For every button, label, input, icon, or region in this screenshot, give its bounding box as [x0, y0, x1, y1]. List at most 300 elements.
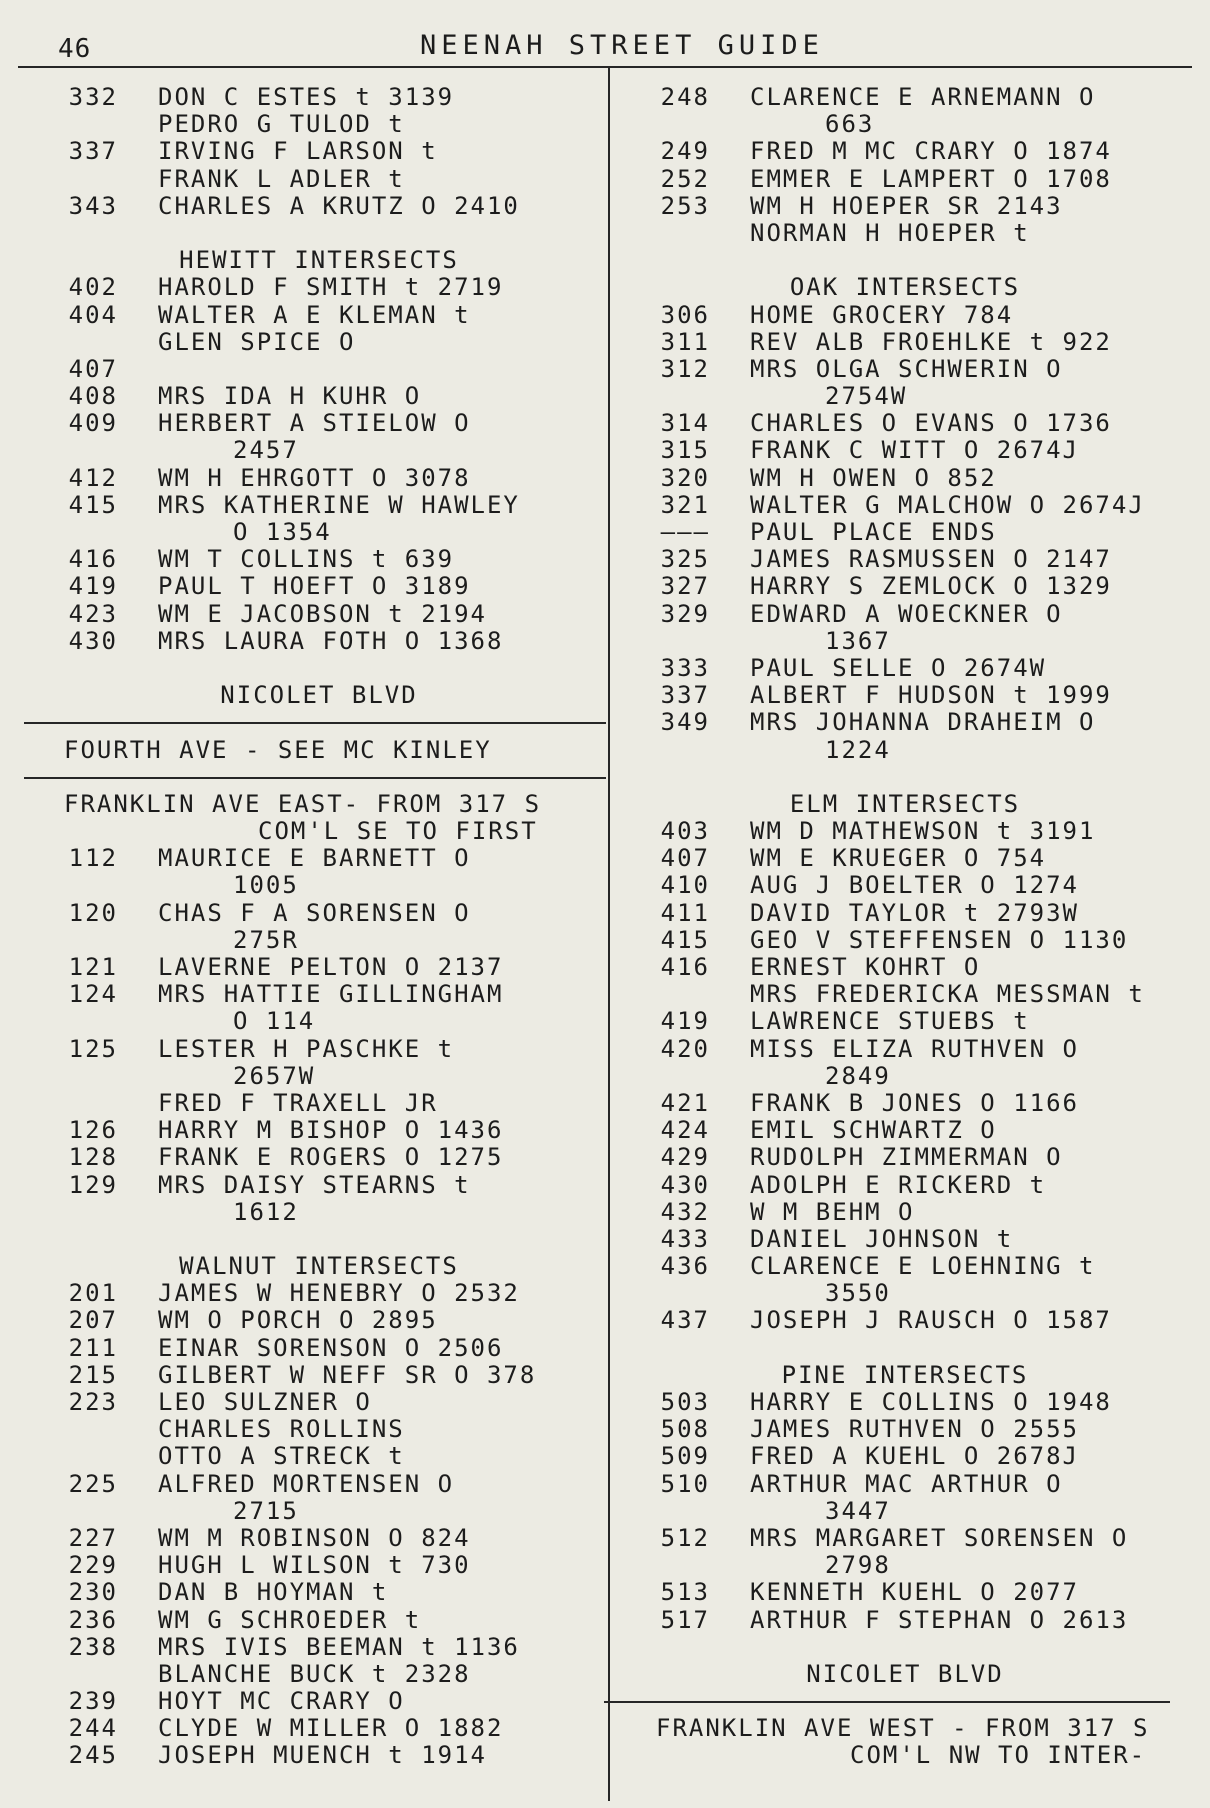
- house-number: 415: [660, 925, 710, 954]
- directory-entry: [28, 1552, 610, 1579]
- resident-name: EMIL SCHWARTZ O: [750, 1116, 997, 1145]
- house-number: 432: [660, 1197, 710, 1226]
- directory-entry: [28, 274, 610, 301]
- house-number: 223: [68, 1388, 118, 1416]
- directory-entry: [28, 1280, 610, 1307]
- directory-entry: [620, 1416, 1190, 1443]
- blank-line: [620, 1335, 1190, 1362]
- resident-name: DANIEL JOHNSON t: [750, 1224, 1014, 1253]
- directory-entry: [620, 981, 1190, 1008]
- house-number: 404: [68, 300, 118, 329]
- directory-entry: [620, 1117, 1190, 1144]
- section-rule: [24, 722, 606, 724]
- house-number: 227: [68, 1523, 118, 1552]
- house-number: 337: [660, 681, 710, 710]
- left-column: [28, 84, 610, 1770]
- resident-name: JAMES RUTHVEN O 2555: [750, 1415, 1079, 1444]
- page-title: NEENAH STREET GUIDE: [420, 30, 824, 61]
- house-number: 419: [68, 572, 118, 601]
- directory-entry: [620, 655, 1190, 682]
- house-number: 407: [68, 354, 118, 383]
- directory-entry: [28, 1389, 610, 1416]
- blank-line: [28, 220, 610, 247]
- house-number: 112: [68, 844, 118, 873]
- intersection-heading: WALNUT INTERSECTS: [179, 1252, 459, 1281]
- house-number: 415: [68, 490, 118, 519]
- directory-entry: [620, 1579, 1190, 1606]
- section-rule-row: [28, 764, 610, 791]
- resident-name: MISS ELIZA RUTHVEN O: [750, 1034, 1079, 1063]
- house-number: 329: [660, 599, 710, 628]
- house-number: 230: [68, 1578, 118, 1607]
- directory-entry: [28, 329, 610, 356]
- street-heading: FRANKLIN AVE WEST - FROM 317 S: [656, 1714, 1150, 1743]
- street-heading: COM'L SE TO FIRST: [258, 817, 538, 846]
- resident-name: FRANK E ROGERS O 1275: [158, 1143, 504, 1172]
- house-number: 306: [660, 300, 710, 329]
- street-heading: FOURTH AVE - SEE MC KINLEY: [64, 735, 492, 764]
- entry-continuation: 663: [825, 110, 875, 139]
- blank-line: [620, 1634, 1190, 1661]
- house-number: 120: [68, 898, 118, 927]
- resident-name: HARRY M BISHOP O 1436: [158, 1116, 504, 1145]
- section-rule-row: [28, 709, 610, 736]
- entry-continuation: 2849: [825, 1061, 891, 1090]
- house-number: [28, 166, 118, 193]
- resident-name: CHARLES O EVANS O 1736: [750, 409, 1112, 438]
- resident-name: FRANK C WITT O 2674J: [750, 436, 1079, 465]
- directory-entry: [620, 927, 1190, 954]
- street-heading: FRANKLIN AVE EAST- FROM 317 S: [64, 789, 542, 818]
- directory-entry: [620, 682, 1190, 709]
- directory-entry: [620, 166, 1190, 193]
- house-number: 207: [68, 1306, 118, 1335]
- directory-entry: [28, 302, 610, 329]
- resident-name: FRANK L ADLER t: [158, 164, 405, 193]
- directory-entry: [620, 1036, 1190, 1063]
- house-number: [620, 981, 710, 1008]
- house-number: 229: [68, 1551, 118, 1580]
- resident-name: ARTHUR F STEPHAN O 2613: [750, 1605, 1129, 1634]
- directory-entry: [28, 981, 610, 1008]
- house-number: 253: [660, 191, 710, 220]
- directory-entry: [620, 1307, 1190, 1334]
- directory-entry: [28, 1036, 610, 1063]
- directory-entry: [620, 872, 1190, 899]
- house-number: 421: [660, 1088, 710, 1117]
- house-number: 419: [660, 1007, 710, 1036]
- house-number: 245: [68, 1741, 118, 1770]
- resident-name: ALFRED MORTENSEN O: [158, 1469, 455, 1498]
- entry-continuation: 1005: [233, 871, 299, 900]
- house-number: [620, 220, 710, 247]
- resident-name: HARRY E COLLINS O 1948: [750, 1388, 1112, 1416]
- house-number: 512: [660, 1523, 710, 1552]
- directory-entry: [620, 1471, 1190, 1498]
- house-number: 321: [660, 490, 710, 519]
- directory-entry: [620, 193, 1190, 220]
- intersection-heading: ELM INTERSECTS: [789, 789, 1021, 818]
- directory-entry: [620, 818, 1190, 845]
- house-number: 124: [68, 980, 118, 1009]
- directory-entry: [620, 845, 1190, 872]
- resident-name: MRS KATHERINE W HAWLEY: [158, 490, 520, 519]
- directory-entry: [28, 1172, 610, 1199]
- house-number: 252: [660, 164, 710, 193]
- directory-entry: [620, 1443, 1190, 1470]
- directory-entry: [620, 492, 1190, 519]
- directory-entry: [28, 111, 610, 138]
- house-number: 510: [660, 1469, 710, 1498]
- house-number: 416: [660, 953, 710, 981]
- house-number: 430: [660, 1170, 710, 1199]
- resident-name: CLYDE W MILLER O 1882: [158, 1714, 504, 1743]
- directory-entry: [28, 410, 610, 437]
- house-number: 508: [660, 1415, 710, 1444]
- resident-name: IRVING F LARSON t: [158, 137, 438, 166]
- resident-name: JOSEPH MUENCH t 1914: [158, 1741, 487, 1770]
- resident-name: HAROLD F SMITH t 2719: [158, 273, 504, 302]
- house-number: 126: [68, 1116, 118, 1145]
- resident-name: LEO SULZNER O: [158, 1388, 372, 1416]
- house-number: 349: [660, 708, 710, 737]
- directory-entry: [28, 601, 610, 628]
- intersection-heading: NICOLET BLVD: [220, 681, 418, 710]
- resident-name: WM E JACOBSON t 2194: [158, 599, 487, 628]
- section-rule: [24, 777, 606, 779]
- resident-name: DON C ESTES t 3139: [158, 83, 455, 111]
- directory-entry: [28, 1090, 610, 1117]
- entry-continuation: 2798: [825, 1551, 891, 1580]
- directory-entry: [620, 1607, 1190, 1634]
- directory-entry: [620, 709, 1190, 736]
- directory-entry: [28, 1443, 610, 1470]
- directory-entry: [28, 1688, 610, 1715]
- resident-name: BLANCHE BUCK t 2328: [158, 1659, 471, 1688]
- house-number: 332: [68, 83, 118, 111]
- blank-line: [28, 655, 610, 682]
- house-number: 517: [660, 1605, 710, 1634]
- directory-entry: [28, 1634, 610, 1661]
- house-number: 327: [660, 572, 710, 601]
- house-number: 424: [660, 1116, 710, 1145]
- house-number: 437: [660, 1306, 710, 1335]
- resident-name: GEO V STEFFENSEN O 1130: [750, 925, 1129, 954]
- directory-entry: [28, 1742, 610, 1769]
- house-number: 333: [660, 653, 710, 682]
- resident-name: LESTER H PASCHKE t: [158, 1034, 455, 1063]
- house-number: 411: [660, 898, 710, 927]
- directory-entry: [620, 138, 1190, 165]
- directory-entry: [620, 84, 1190, 111]
- house-number: 129: [68, 1170, 118, 1199]
- resident-name: FRED F TRAXELL JR: [158, 1088, 438, 1117]
- directory-entry: [620, 1199, 1190, 1226]
- resident-name: JAMES RASMUSSEN O 2147: [750, 545, 1112, 574]
- resident-name: MRS OLGA SCHWERIN O: [750, 354, 1063, 383]
- resident-name: MRS JOHANNA DRAHEIM O: [750, 708, 1096, 737]
- entry-continuation: O 1354: [233, 518, 332, 546]
- resident-name: FRED M MC CRARY O 1874: [750, 137, 1112, 166]
- directory-entry: [28, 166, 610, 193]
- resident-name: DAN B HOYMAN t: [158, 1578, 389, 1607]
- house-number: 236: [68, 1605, 118, 1634]
- resident-name: REV ALB FROEHLKE t 922: [750, 327, 1112, 356]
- house-number: 436: [660, 1252, 710, 1281]
- header-rule: [18, 66, 1192, 68]
- house-number: 429: [660, 1143, 710, 1172]
- house-number: 402: [68, 273, 118, 302]
- resident-name: GLEN SPICE O: [158, 327, 356, 356]
- house-number: ———: [660, 518, 710, 546]
- directory-entry: [28, 356, 610, 383]
- resident-name: W M BEHM O: [750, 1197, 915, 1226]
- entry-continuation: 275R: [233, 925, 299, 954]
- directory-entry: [620, 546, 1190, 573]
- house-number: [28, 1090, 118, 1117]
- resident-name: AUG J BOELTER O 1274: [750, 871, 1079, 900]
- directory-entry: [620, 356, 1190, 383]
- resident-name: LAWRENCE STUEBS t: [750, 1007, 1030, 1036]
- house-number: 416: [68, 545, 118, 574]
- house-number: 410: [660, 871, 710, 900]
- house-number: 201: [68, 1279, 118, 1308]
- house-number: 125: [68, 1034, 118, 1063]
- resident-name: HERBERT A STIELOW O: [158, 409, 471, 438]
- resident-name: PAUL PLACE ENDS: [750, 518, 997, 546]
- house-number: 315: [660, 436, 710, 465]
- house-number: 407: [660, 844, 710, 873]
- house-number: 433: [660, 1224, 710, 1253]
- resident-name: OTTO A STRECK t: [158, 1442, 405, 1471]
- house-number: [28, 329, 118, 356]
- directory-entry: [620, 573, 1190, 600]
- house-number: 513: [660, 1578, 710, 1607]
- street-heading: COM'L NW TO INTER-: [850, 1741, 1147, 1770]
- house-number: 215: [68, 1360, 118, 1389]
- resident-name: WALTER G MALCHOW O 2674J: [750, 490, 1145, 519]
- directory-entry: [620, 220, 1190, 247]
- directory-entry: [620, 329, 1190, 356]
- directory-entry: [28, 1661, 610, 1688]
- directory-entry: [620, 1226, 1190, 1253]
- resident-name: CLARENCE E ARNEMANN O: [750, 83, 1096, 111]
- resident-name: MRS IDA H KUHR O: [158, 382, 422, 411]
- directory-entry: [620, 302, 1190, 329]
- directory-entry: [28, 492, 610, 519]
- resident-name: LAVERNE PELTON O 2137: [158, 953, 504, 981]
- resident-name: GILBERT W NEFF SR O 378: [158, 1360, 537, 1389]
- house-number: 343: [68, 191, 118, 220]
- resident-name: WALTER A E KLEMAN t: [158, 300, 471, 329]
- directory-entry: [620, 900, 1190, 927]
- directory-entry: [620, 1389, 1190, 1416]
- directory-entry: [28, 1416, 610, 1443]
- house-number: 430: [68, 626, 118, 655]
- resident-name: MAURICE E BARNETT O: [158, 844, 471, 873]
- directory-entry: [28, 84, 610, 111]
- house-number: [28, 1661, 118, 1688]
- entry-continuation: 1367: [825, 626, 891, 655]
- resident-name: WM H HOEPER SR 2143: [750, 191, 1063, 220]
- house-number: 337: [68, 137, 118, 166]
- resident-name: JAMES W HENEBRY O 2532: [158, 1279, 520, 1308]
- resident-name: MRS FREDERICKA MESSMAN t: [750, 980, 1145, 1009]
- directory-entry: [28, 1525, 610, 1552]
- resident-name: EINAR SORENSON O 2506: [158, 1333, 504, 1362]
- directory-entry: [28, 1117, 610, 1144]
- resident-name: ERNEST KOHRT O: [750, 953, 981, 981]
- resident-name: CLARENCE E LOEHNING t: [750, 1252, 1096, 1281]
- house-number: 403: [660, 817, 710, 846]
- resident-name: PEDRO G TULOD t: [158, 110, 405, 139]
- house-number: 325: [660, 545, 710, 574]
- house-number: 420: [660, 1034, 710, 1063]
- house-number: 244: [68, 1714, 118, 1743]
- house-number: 249: [660, 137, 710, 166]
- intersection-heading: OAK INTERSECTS: [789, 273, 1021, 302]
- resident-name: ARTHUR MAC ARTHUR O: [750, 1469, 1063, 1498]
- resident-name: WM E KRUEGER O 754: [750, 844, 1047, 873]
- directory-entry: [28, 900, 610, 927]
- entry-continuation: 2715: [233, 1496, 299, 1525]
- directory-entry: [28, 1335, 610, 1362]
- directory-entry: [28, 1715, 610, 1742]
- directory-entry: [28, 546, 610, 573]
- directory-entry: [620, 1008, 1190, 1035]
- house-number: 423: [68, 599, 118, 628]
- directory-entry: [620, 1525, 1190, 1552]
- resident-name: RUDOLPH ZIMMERMAN O: [750, 1143, 1063, 1172]
- resident-name: WM H OWEN O 852: [750, 463, 997, 492]
- house-number: 239: [68, 1687, 118, 1716]
- resident-name: MRS HATTIE GILLINGHAM: [158, 980, 504, 1009]
- entry-continuation: 1224: [825, 735, 891, 764]
- resident-name: MRS LAURA FOTH O 1368: [158, 626, 504, 655]
- house-number: 225: [68, 1469, 118, 1498]
- house-number: [28, 1443, 118, 1470]
- directory-entry: [28, 954, 610, 981]
- house-number: 509: [660, 1442, 710, 1471]
- directory-entry: [620, 1253, 1190, 1280]
- directory-entry: [28, 138, 610, 165]
- directory-entry: [28, 1307, 610, 1334]
- resident-name: KENNETH KUEHL O 2077: [750, 1578, 1079, 1607]
- directory-entry: [28, 1362, 610, 1389]
- resident-name: FRANK B JONES O 1166: [750, 1088, 1079, 1117]
- intersection-heading: HEWITT INTERSECTS: [179, 246, 459, 275]
- directory-entry: [28, 1471, 610, 1498]
- resident-name: MRS DAISY STEARNS t: [158, 1170, 471, 1199]
- directory-entry: [620, 437, 1190, 464]
- resident-name: WM M ROBINSON O 824: [158, 1523, 471, 1552]
- house-number: 412: [68, 463, 118, 492]
- directory-entry: [620, 519, 1190, 546]
- house-number: 248: [660, 83, 710, 111]
- house-number: 409: [68, 409, 118, 438]
- directory-entry: [28, 383, 610, 410]
- house-number: 238: [68, 1632, 118, 1661]
- directory-entry: [28, 845, 610, 872]
- resident-name: WM O PORCH O 2895: [158, 1306, 438, 1335]
- directory-entry: [620, 465, 1190, 492]
- directory-entry: [28, 1144, 610, 1171]
- house-number: 312: [660, 354, 710, 383]
- resident-name: CHAS F A SORENSEN O: [158, 898, 471, 927]
- house-number: 503: [660, 1388, 710, 1416]
- house-number: 408: [68, 382, 118, 411]
- section-rule: [604, 1701, 1170, 1703]
- resident-name: MRS MARGARET SORENSEN O: [750, 1523, 1129, 1552]
- intersection-heading: PINE INTERSECTS: [781, 1360, 1029, 1389]
- directory-entry: [620, 954, 1190, 981]
- resident-name: HUGH L WILSON t 730: [158, 1551, 471, 1580]
- entry-continuation: 1612: [233, 1197, 299, 1226]
- resident-name: WM H EHRGOTT O 3078: [158, 463, 471, 492]
- entry-continuation: 2657W: [233, 1061, 316, 1090]
- resident-name: ALBERT F HUDSON t 1999: [750, 681, 1112, 710]
- blank-line: [620, 764, 1190, 791]
- directory-entry: [28, 193, 610, 220]
- house-number: 128: [68, 1143, 118, 1172]
- house-number: [28, 1416, 118, 1443]
- resident-name: WM G SCHROEDER t: [158, 1605, 422, 1634]
- directory-entry: [28, 1579, 610, 1606]
- section-rule-row: [620, 1688, 1190, 1715]
- resident-name: EMMER E LAMPERT O 1708: [750, 164, 1112, 193]
- right-column: [620, 84, 1190, 1770]
- page-number: 46: [58, 34, 92, 64]
- entry-continuation: 3550: [825, 1279, 891, 1308]
- resident-name: HOME GROCERY 784: [750, 300, 1014, 329]
- resident-name: HARRY S ZEMLOCK O 1329: [750, 572, 1112, 601]
- house-number: 121: [68, 953, 118, 981]
- resident-name: DAVID TAYLOR t 2793W: [750, 898, 1079, 927]
- directory-entry: [28, 1607, 610, 1634]
- resident-name: HOYT MC CRARY O: [158, 1687, 405, 1716]
- resident-name: CHARLES A KRUTZ O 2410: [158, 191, 520, 220]
- directory-entry: [620, 1172, 1190, 1199]
- resident-name: CHARLES ROLLINS: [158, 1415, 405, 1444]
- resident-name: ADOLPH E RICKERD t: [750, 1170, 1047, 1199]
- resident-name: PAUL T HOEFT O 3189: [158, 572, 471, 601]
- directory-entry: [620, 601, 1190, 628]
- intersection-heading: NICOLET BLVD: [806, 1659, 1004, 1688]
- entry-continuation: 3447: [825, 1496, 891, 1525]
- resident-name: EDWARD A WOECKNER O: [750, 599, 1063, 628]
- directory-entry: [28, 628, 610, 655]
- directory-entry: [620, 1090, 1190, 1117]
- directory-entry: [28, 573, 610, 600]
- house-number: 311: [660, 327, 710, 356]
- house-number: 211: [68, 1333, 118, 1362]
- house-number: 314: [660, 409, 710, 438]
- directory-entry: [28, 465, 610, 492]
- directory-entry: [620, 1144, 1190, 1171]
- resident-name: NORMAN H HOEPER t: [750, 218, 1030, 247]
- entry-continuation: O 114: [233, 1007, 316, 1036]
- resident-name: WM T COLLINS t 639: [158, 545, 455, 574]
- entry-continuation: 2457: [233, 436, 299, 465]
- house-number: [28, 111, 118, 138]
- blank-line: [620, 247, 1190, 274]
- resident-name: JOSEPH J RAUSCH O 1587: [750, 1306, 1112, 1335]
- blank-line: [28, 1226, 610, 1253]
- resident-name: FRED A KUEHL O 2678J: [750, 1442, 1079, 1471]
- resident-name: PAUL SELLE O 2674W: [750, 653, 1047, 682]
- entry-continuation: 2754W: [825, 382, 908, 411]
- resident-name: MRS IVIS BEEMAN t 1136: [158, 1632, 520, 1661]
